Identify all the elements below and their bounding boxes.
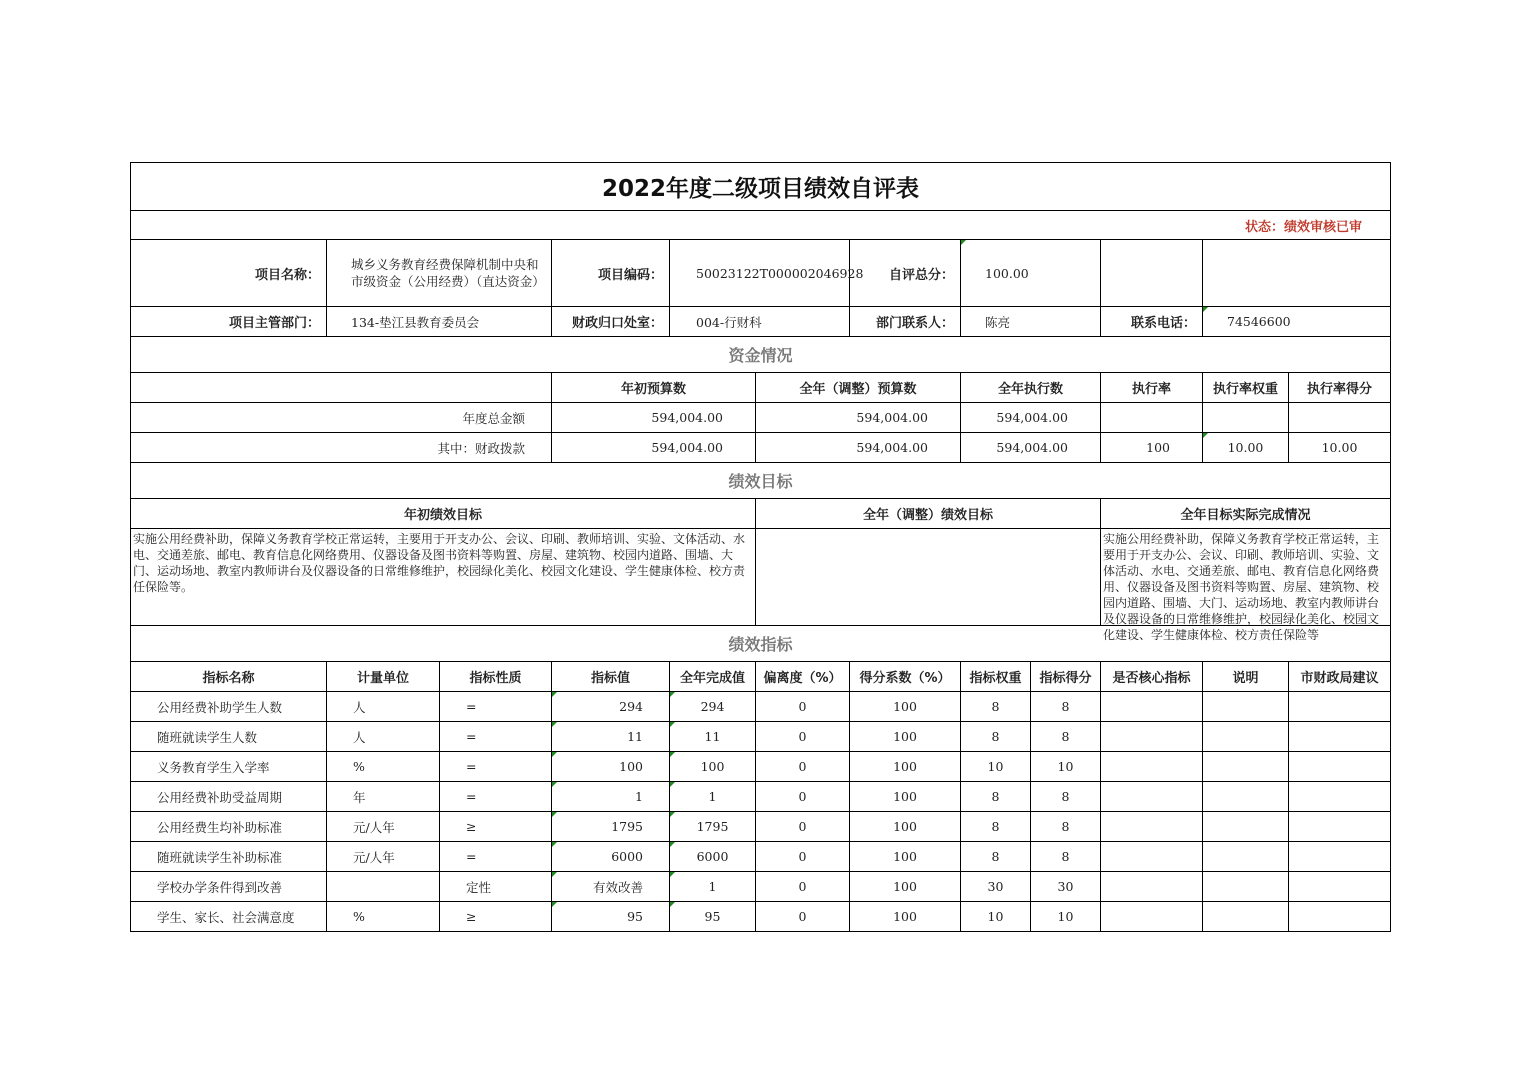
indicator-core — [1101, 782, 1203, 812]
funds-header: 执行率 — [1101, 373, 1203, 403]
indicator-weight: 10 — [961, 902, 1031, 932]
indicator-done: 95 — [670, 902, 756, 932]
funds-header: 年初预算数 — [552, 373, 756, 403]
indicator-weight: 8 — [961, 812, 1031, 842]
indicator-name: 公用经费补助学生人数 — [131, 692, 327, 722]
indicator-name: 学校办学条件得到改善 — [131, 872, 327, 902]
indicator-unit: 年 — [327, 782, 440, 812]
adjusted-goal-text — [756, 529, 1101, 626]
indicator-suggestion — [1289, 722, 1391, 752]
empty-cell — [1203, 240, 1391, 307]
funds-row-label: 年度总金额 — [131, 403, 552, 433]
indicator-header: 说明 — [1203, 662, 1289, 692]
indicator-score: 30 — [1031, 872, 1101, 902]
indicator-coefficient: 100 — [850, 842, 961, 872]
indicator-name: 学生、家长、社会满意度 — [131, 902, 327, 932]
indicator-name: 随班就读学生补助标准 — [131, 842, 327, 872]
funds-rate: 100 — [1101, 433, 1203, 463]
indicator-value: 有效改善 — [552, 872, 670, 902]
indicator-suggestion — [1289, 752, 1391, 782]
table-row — [131, 872, 1391, 902]
indicator-core — [1101, 902, 1203, 932]
indicator-header: 全年完成值 — [670, 662, 756, 692]
indicator-suggestion — [1289, 782, 1391, 812]
indicator-score: 10 — [1031, 752, 1101, 782]
indicator-done: 6000 — [670, 842, 756, 872]
indicator-header: 是否核心指标 — [1101, 662, 1203, 692]
indicators-section-title: 绩效指标 — [131, 626, 1391, 662]
indicator-note — [1203, 752, 1289, 782]
empty-cell — [1101, 240, 1203, 307]
indicator-unit: 元/人年 — [327, 842, 440, 872]
self-score-value: 100.00 — [961, 240, 1101, 307]
funds-initial: 594,004.00 — [552, 433, 756, 463]
table-row — [131, 403, 1391, 433]
indicator-header: 指标性质 — [440, 662, 552, 692]
indicator-value: 6000 — [552, 842, 670, 872]
indicator-suggestion — [1289, 872, 1391, 902]
goals-section-title: 绩效目标 — [131, 463, 1391, 499]
indicator-suggestion — [1289, 902, 1391, 932]
indicator-coefficient: 100 — [850, 692, 961, 722]
indicator-core — [1101, 812, 1203, 842]
indicator-deviation: 0 — [756, 812, 850, 842]
funds-row-label: 其中：财政拨款 — [131, 433, 552, 463]
actual-goal-content: 实施公用经费补助，保障义务教育学校正常运转，主要用于开支办公、会议、印刷、教师培训、实验、文体活动、水电、交通差旅、邮电、教育信息化网络费用、仪器设备及图书资料等购置、房屋、建筑物、校园内道路、围墙、大门、运动场地、教室内教师讲台及仪器设备的日常维修维护，校园绿化美化、校园文化建设、学生健康体检、校方责任保险等 — [1103, 532, 1380, 642]
table-row — [131, 842, 1391, 872]
indicator-coefficient: 100 — [850, 722, 961, 752]
table-row — [131, 902, 1391, 932]
funds-header: 执行率权重 — [1203, 373, 1289, 403]
table-row — [131, 782, 1391, 812]
indicator-unit — [327, 872, 440, 902]
indicator-deviation: 0 — [756, 872, 850, 902]
indicator-done: 294 — [670, 692, 756, 722]
indicator-value: 294 — [552, 692, 670, 722]
phone-value: 74546600 — [1203, 307, 1391, 337]
contact-value: 陈亮 — [961, 307, 1101, 337]
indicator-weight: 8 — [961, 692, 1031, 722]
indicator-nature: 定性 — [440, 872, 552, 902]
indicator-nature: ≥ — [440, 902, 552, 932]
page-title: 2022年度二级项目绩效自评表 — [131, 163, 1391, 211]
indicator-nature: ≥ — [440, 812, 552, 842]
funds-header: 执行率得分 — [1289, 373, 1391, 403]
indicator-coefficient: 100 — [850, 902, 961, 932]
indicator-header: 计量单位 — [327, 662, 440, 692]
indicator-nature: = — [440, 692, 552, 722]
indicator-score: 8 — [1031, 692, 1101, 722]
indicator-note — [1203, 902, 1289, 932]
funds-weight: 10.00 — [1203, 433, 1289, 463]
indicator-score: 8 — [1031, 842, 1101, 872]
indicator-name: 随班就读学生人数 — [131, 722, 327, 752]
indicator-value: 100 — [552, 752, 670, 782]
indicator-deviation: 0 — [756, 722, 850, 752]
finance-office-label: 财政归口处室： — [552, 307, 670, 337]
indicator-coefficient: 100 — [850, 812, 961, 842]
indicator-nature: = — [440, 782, 552, 812]
indicator-deviation: 0 — [756, 842, 850, 872]
self-score-label: 自评总分： — [850, 240, 961, 307]
indicator-unit: % — [327, 752, 440, 782]
indicator-name: 公用经费补助受益周期 — [131, 782, 327, 812]
indicator-weight: 10 — [961, 752, 1031, 782]
project-name-label: 项目名称： — [131, 240, 327, 307]
indicator-done: 11 — [670, 722, 756, 752]
indicator-unit: 人 — [327, 692, 440, 722]
indicator-coefficient: 100 — [850, 872, 961, 902]
dept-label: 项目主管部门： — [131, 307, 327, 337]
indicator-deviation: 0 — [756, 692, 850, 722]
indicator-done: 100 — [670, 752, 756, 782]
project-code-value: 50023122T000002046928 — [670, 240, 850, 307]
indicator-done: 1795 — [670, 812, 756, 842]
indicator-note — [1203, 872, 1289, 902]
indicator-header: 指标名称 — [131, 662, 327, 692]
phone-label: 联系电话： — [1101, 307, 1203, 337]
project-name-value: 城乡义务教育经费保障机制中央和市级资金（公用经费）（直达资金） — [327, 240, 552, 307]
indicator-nature: = — [440, 842, 552, 872]
funds-executed: 594,004.00 — [961, 433, 1101, 463]
table-row — [131, 692, 1391, 722]
funds-initial: 594,004.00 — [552, 403, 756, 433]
indicator-deviation: 0 — [756, 902, 850, 932]
indicator-note — [1203, 842, 1289, 872]
funds-score — [1289, 403, 1391, 433]
evaluation-table — [130, 162, 1391, 932]
table-row — [131, 752, 1391, 782]
indicator-score: 8 — [1031, 722, 1101, 752]
indicator-value: 95 — [552, 902, 670, 932]
indicator-header: 指标权重 — [961, 662, 1031, 692]
indicator-header: 市财政局建议 — [1289, 662, 1391, 692]
indicator-score: 10 — [1031, 902, 1101, 932]
table-row — [131, 433, 1391, 463]
indicator-weight: 8 — [961, 782, 1031, 812]
indicator-weight: 8 — [961, 842, 1031, 872]
indicator-core — [1101, 722, 1203, 752]
funds-header: 全年（调整）预算数 — [756, 373, 961, 403]
indicator-core — [1101, 842, 1203, 872]
indicator-header: 指标值 — [552, 662, 670, 692]
status-badge: 状态：绩效审核已审 — [131, 211, 1391, 240]
table-row — [131, 722, 1391, 752]
indicator-value: 1 — [552, 782, 670, 812]
indicator-core — [1101, 752, 1203, 782]
indicator-header: 得分系数（%） — [850, 662, 961, 692]
actual-goal-text — [1101, 529, 1391, 642]
self-evaluation-sheet — [130, 162, 1390, 932]
funds-header: 全年执行数 — [961, 373, 1101, 403]
indicator-nature: = — [440, 722, 552, 752]
indicator-value: 1795 — [552, 812, 670, 842]
funds-executed: 594,004.00 — [961, 403, 1101, 433]
indicator-header: 指标得分 — [1031, 662, 1101, 692]
funds-weight — [1203, 403, 1289, 433]
indicator-note — [1203, 812, 1289, 842]
indicator-deviation: 0 — [756, 782, 850, 812]
indicator-unit: 元/人年 — [327, 812, 440, 842]
indicator-coefficient: 100 — [850, 782, 961, 812]
indicator-value: 11 — [552, 722, 670, 752]
indicator-deviation: 0 — [756, 752, 850, 782]
goals-header: 全年（调整）绩效目标 — [756, 499, 1101, 529]
indicator-unit: 人 — [327, 722, 440, 752]
funds-rate — [1101, 403, 1203, 433]
indicator-header: 偏离度（%） — [756, 662, 850, 692]
adjusted-goal-content — [758, 531, 1098, 625]
indicator-suggestion — [1289, 812, 1391, 842]
goals-header: 全年目标实际完成情况 — [1101, 499, 1391, 529]
funds-header-empty — [131, 373, 552, 403]
indicator-core — [1101, 692, 1203, 722]
initial-goal-text — [131, 529, 756, 626]
project-code-label: 项目编码： — [552, 240, 670, 307]
indicator-unit: % — [327, 902, 440, 932]
indicator-nature: = — [440, 752, 552, 782]
indicator-note — [1203, 782, 1289, 812]
indicator-done: 1 — [670, 782, 756, 812]
indicator-note — [1203, 692, 1289, 722]
indicator-core — [1101, 872, 1203, 902]
indicator-coefficient: 100 — [850, 752, 961, 782]
indicator-rows — [131, 692, 1391, 932]
funds-adjusted: 594,004.00 — [756, 403, 961, 433]
indicator-score: 8 — [1031, 812, 1101, 842]
indicator-score: 8 — [1031, 782, 1101, 812]
indicator-suggestion — [1289, 842, 1391, 872]
contact-label: 部门联系人： — [850, 307, 961, 337]
indicator-done: 1 — [670, 872, 756, 902]
funds-adjusted: 594,004.00 — [756, 433, 961, 463]
finance-office-value: 004-行财科 — [670, 307, 850, 337]
initial-goal-content: 实施公用经费补助，保障义务教育学校正常运转，主要用于开支办公、会议、印刷、教师培训、实验、文体活动、水电、交通差旅、邮电、教育信息化网络费用、仪器设备及图书资料等购置、房屋、建筑物、校园内道路、围墙、大门、运动场地、教室内教师讲台及仪器设备的日常维修维护，校园绿化美化、校园文化建设、学生健康体检、校方责任保险等。 — [133, 532, 746, 594]
indicator-note — [1203, 722, 1289, 752]
indicator-name: 义务教育学生入学率 — [131, 752, 327, 782]
dept-value: 134-垫江县教育委员会 — [327, 307, 552, 337]
funds-score: 10.00 — [1289, 433, 1391, 463]
goals-header: 年初绩效目标 — [131, 499, 756, 529]
indicator-weight: 8 — [961, 722, 1031, 752]
indicator-suggestion — [1289, 692, 1391, 722]
indicator-weight: 30 — [961, 872, 1031, 902]
table-row — [131, 812, 1391, 842]
indicator-name: 公用经费生均补助标准 — [131, 812, 327, 842]
funds-section-title: 资金情况 — [131, 337, 1391, 373]
